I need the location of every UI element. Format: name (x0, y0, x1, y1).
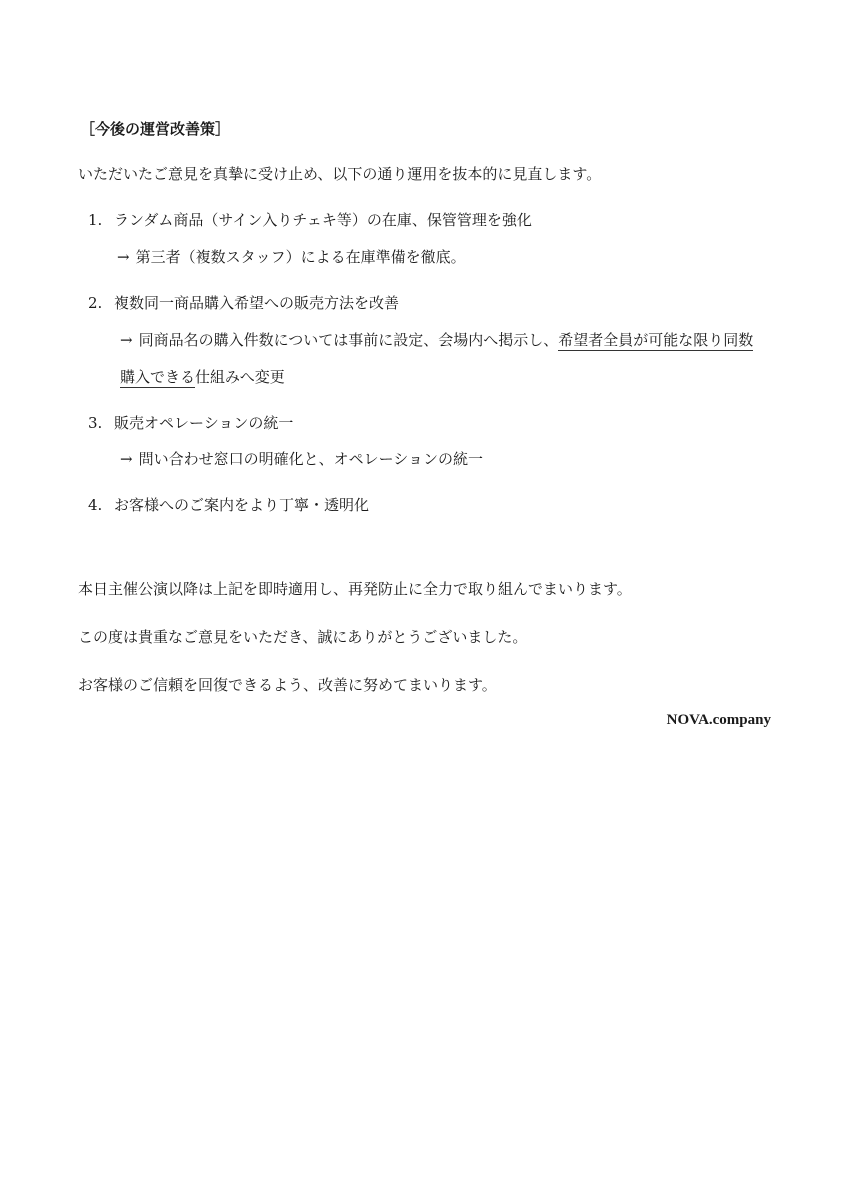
list-item-3 (88, 412, 293, 434)
arrow-icon: → (117, 248, 130, 266)
detail-text: 同商品名の購入件数については事前に設定、会場内へ掲示し、 (138, 331, 559, 349)
detail-text: 問い合わせ窓口の明確化と、オペレーションの統一 (138, 450, 483, 468)
underlined-text: 購入できる (120, 368, 196, 386)
list-item-1-detail (117, 246, 466, 268)
list-item-2-detail (120, 329, 753, 351)
detail-text: 第三者（複数スタッフ）による在庫準備を徹底。 (135, 248, 466, 266)
intro-paragraph: いただいたご意見を真摯に受け止め、以下の通り運用を抜本的に見直します。 (78, 165, 602, 183)
list-item-1 (88, 209, 532, 231)
list-item-4 (88, 494, 369, 516)
section-heading: ［今後の運営改善策］ (80, 120, 231, 138)
list-number: 3. (88, 414, 103, 432)
arrow-icon: → (120, 331, 133, 349)
closing-paragraph-2: この度は貴重なご意見をいただき、誠にありがとうございました。 (78, 628, 528, 646)
list-item-title: 複数同一商品購入希望への販売方法を改善 (114, 294, 400, 312)
list-number: 2. (88, 294, 103, 312)
list-item-2-detail-continued (120, 366, 285, 388)
list-number: 1. (88, 211, 103, 229)
list-item-title: ランダム商品（サイン入りチェキ等）の在庫、保管管理を強化 (114, 211, 532, 229)
underlined-text: 希望者全員が可能な限り同数 (558, 331, 754, 349)
closing-paragraph-3: お客様のご信頼を回復できるよう、改善に努めてまいります。 (78, 676, 497, 694)
company-signature: NOVA.company (666, 712, 771, 728)
arrow-icon: → (120, 450, 133, 468)
list-item-2 (88, 292, 399, 314)
list-number: 4. (88, 496, 103, 514)
detail-text: 仕組みへ変更 (195, 368, 285, 386)
closing-paragraph-1: 本日主催公演以降は上記を即時適用し、再発防止に全力で取り組んでまいります。 (78, 580, 632, 598)
list-item-3-detail (120, 448, 483, 470)
list-item-title: お客様へのご案内をより丁寧・透明化 (114, 496, 370, 514)
list-item-title: 販売オペレーションの統一 (114, 414, 294, 432)
